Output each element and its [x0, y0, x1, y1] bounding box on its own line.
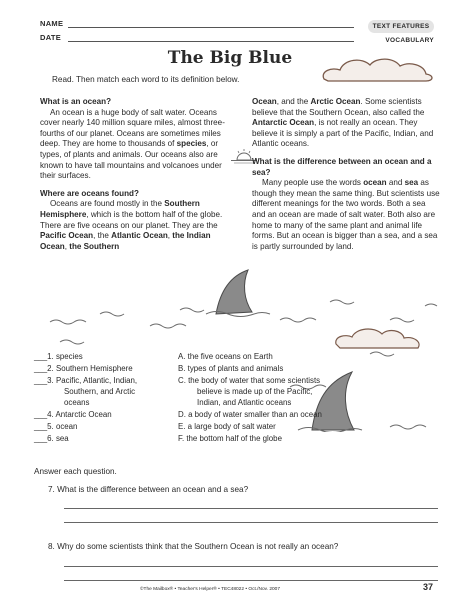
paragraph-ocean-definition: An ocean is a huge body of salt water. Oceans cover nearly 140 million square miles, almost three-fourths of our planet. Oceans are sometimes miles deep. They are home to thousands of species, or types, of plants and animals. Our oceans also are known to have tall mountains and volcanoes under their surfaces.	[40, 107, 225, 181]
paragraph-ocean-vs-sea: Many people use the words ocean and sea as though they mean the same thing. But scientists use different meanings for the two words. Both a sea and an ocean are made of salt water. Both also are home to many of the same plant and animal life forms. But an ocean is bigger than a sea, and a sea is partly surrounded by land.	[252, 178, 440, 251]
match-word-1[interactable]: ___1. species	[34, 352, 83, 361]
definition-e: E. a large body of salt water	[178, 422, 276, 431]
term-sea-bold: sea	[404, 178, 419, 188]
term-arctic: Arctic Ocean	[310, 97, 361, 106]
answer-8-line-2[interactable]	[64, 580, 438, 581]
section-badge: TEXT FEATURES	[368, 20, 434, 33]
match-word-2[interactable]: ___2. Southern Hemisphere	[34, 364, 133, 373]
page-title: The Big Blue	[167, 48, 293, 68]
name-line[interactable]	[68, 27, 354, 28]
footer-credit: ©The Mailbox® • Teacher's Helper® • TEC48022 • Oct./Nov. 2007	[140, 587, 281, 592]
paragraph-arctic-continued: Ocean, and the Arctic Ocean. Some scientists believe that the Southern Ocean, also called the Antarctic Ocean, is not really an ocean. They believe it is simply a part of the Pacific, Indian, and Atlantic oceans.	[252, 97, 434, 149]
answer-7-line-1[interactable]	[64, 508, 438, 509]
term-southern-hemisphere: Southern Hemisphere	[40, 199, 200, 219]
passage-left-column	[40, 97, 230, 252]
definition-b: B. types of plants and animals	[178, 364, 284, 373]
term-ocean-bold: ocean	[363, 178, 387, 188]
definition-f: F. the bottom half of the globe	[178, 434, 282, 443]
term-indian: the Indian Ocean	[40, 231, 211, 251]
date-line[interactable]	[68, 41, 354, 42]
definition-a: A. the five oceans on Earth	[178, 352, 273, 361]
question-8: 8. Why do some scientists think that the Southern Ocean is not really an ocean?	[48, 542, 339, 551]
match-word-6[interactable]: ___6. sea	[34, 434, 69, 443]
heading-where-oceans: Where are oceans found?	[40, 188, 139, 198]
definition-c-cont: believe is made up of the Pacific,	[197, 387, 313, 396]
heading-ocean-vs-sea: What is the difference between an ocean and a sea?	[252, 156, 432, 177]
date-label: DATE	[40, 33, 62, 42]
answer-8-line-1[interactable]	[64, 566, 438, 567]
match-word-3-cont: Southern, and Arctic	[64, 387, 136, 396]
definition-c-cont2: Indian, and Atlantic oceans	[197, 398, 292, 407]
cloud-illustration	[318, 53, 436, 85]
heading-what-is-ocean: What is an ocean?	[40, 97, 112, 106]
name-label: NAME	[40, 19, 64, 28]
term-antarctic: Antarctic Ocean	[252, 118, 315, 128]
instructions: Read. Then match each word to its definition below.	[52, 75, 240, 84]
term-pacific: Pacific Ocean	[40, 231, 94, 241]
match-word-3[interactable]: ___3. Pacific, Atlantic, Indian,	[34, 376, 138, 385]
questions-intro: Answer each question.	[34, 467, 117, 476]
paragraph-oceans-location: Oceans are found mostly in the Southern Hemisphere, which is the bottom half of the globe. There are five oceans on our planet. They are the Pacific Ocean, the Atlantic Ocean, the Indian Ocean, the Southern	[40, 199, 223, 251]
term-species: species	[176, 139, 207, 149]
match-word-3-cont2: oceans	[64, 398, 90, 407]
term-ocean: Ocean	[252, 97, 277, 106]
section-subtitle: VOCABULARY	[385, 37, 434, 44]
match-word-4[interactable]: ___4. Antarctic Ocean	[34, 410, 112, 419]
passage-right-column	[252, 97, 440, 252]
page-number: 37	[423, 582, 434, 592]
definition-d: D. a body of water smaller than an ocean	[178, 410, 322, 419]
term-southern: the Southern	[69, 241, 120, 251]
match-word-5[interactable]: ___5. ocean	[34, 422, 78, 431]
question-7: 7. What is the difference between an ocean and a sea?	[48, 485, 249, 494]
term-atlantic: Atlantic Ocean	[111, 231, 168, 241]
definition-c: C. the body of water that some scientists	[178, 376, 321, 385]
answer-7-line-2[interactable]	[64, 522, 438, 523]
